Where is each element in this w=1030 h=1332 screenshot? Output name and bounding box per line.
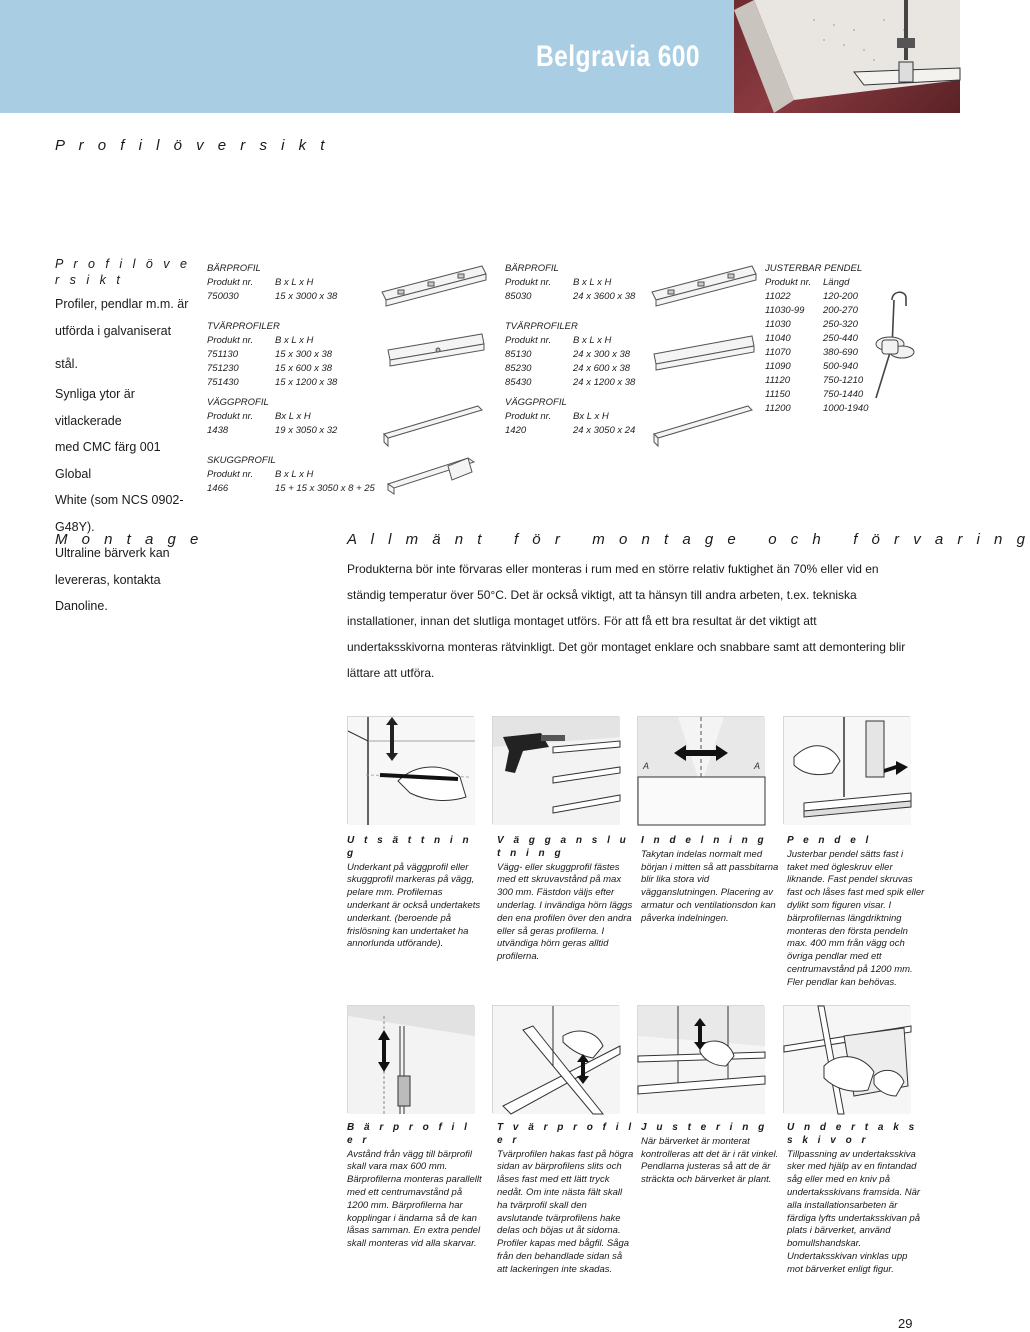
- step-title: B ä r p r o f i l e r: [347, 1122, 471, 1146]
- step-caption: [787, 1122, 925, 1277]
- col-header: B x L x H: [275, 277, 314, 288]
- product-number: 85230: [505, 363, 532, 374]
- dimensions: 19 x 3050 x 32: [275, 425, 338, 436]
- col-header: B x L x H: [275, 469, 314, 480]
- step-title: P e n d e l: [787, 835, 872, 846]
- intro-line: med CMC färg 001 Global: [55, 440, 161, 481]
- table-row: [765, 290, 868, 304]
- table-group-label: VÄGGPROFIL: [207, 397, 269, 408]
- step-title: V ä g g a n s l u t n i n g: [497, 835, 630, 859]
- table-row: [765, 374, 868, 388]
- illustration-cross-profiles: [492, 1005, 619, 1113]
- length: 380-690: [823, 347, 858, 358]
- section-title: P r o f i l ö v e r s i k t: [55, 137, 330, 154]
- product-number: 85130: [505, 349, 532, 360]
- product-number: 85030: [505, 291, 532, 302]
- step-title: I n d e l n i n g: [641, 835, 768, 846]
- col-header: Produkt nr.: [207, 411, 254, 422]
- step-text: Justerbar pendel sätts fast i taket med ögleskruv eller liknande. Fast pendel skruvas fast och låses fast med spik eller dylikt som figuren visar. I bärprofilernas längdriktning monteras den första pendeln max. 400 mm från vägg och övriga pendlar med ett centrumavstånd på 1200 mm. Fler pendlar kan behövas.: [787, 848, 925, 988]
- pendant-table: [765, 262, 868, 416]
- pendant-hanger-icon: [862, 288, 922, 403]
- step-caption: [641, 1122, 779, 1187]
- general-title: A l l m ä n t f ö r m o n t a g e o c h f ö r v a r i n g: [347, 531, 1030, 548]
- dimensions: 15 x 3000 x 38: [275, 291, 338, 302]
- col-header: Produkt nr.: [207, 335, 254, 346]
- step-text: Takytan indelas normalt med början i mitten så att passbitarna blir lika stora vid vägganslutningen. Placering av armatur och ventilationsdon kan påverka indelningen.: [641, 848, 779, 924]
- step-title: U t s ä t t n i n g: [347, 835, 473, 859]
- table-group-label: JUSTERBAR PENDEL: [765, 263, 863, 274]
- step-text: Tvärprofilen hakas fast på högra sidan av bärprofilens slits och låses fast med ett lätt tryck nedåt. Om inte nästa fält skall ha tvärprofil skall den avslutande tvärprofilens hake delas och böjas ut åt sidorna. Profiler kapas med bågfil. Såga från den behandlade sidan så att lackeringen inte skadas.: [497, 1148, 634, 1275]
- dimensions: 24 x 600 x 38: [573, 363, 631, 374]
- dimensions: 24 x 3050 x 24: [573, 425, 636, 436]
- table-row: [505, 362, 635, 376]
- ceiling-photo-icon: [734, 0, 960, 113]
- length: 250-320: [823, 319, 858, 330]
- product-table-24: [505, 262, 635, 438]
- product-number: 751430: [207, 377, 239, 388]
- table-row: [765, 346, 868, 360]
- step-text: Vägg- eller skuggprofil fästes med ett skruvavstånd på max 300 mm. Fästdon väljs efter underlag. I invändiga hörn läggs den ena profilen över den andra eller så geras profilerna. I utvändiga hörn geras alltid profilerna.: [497, 861, 633, 963]
- step-title: J u s t e r i n g: [641, 1122, 768, 1133]
- illustration-main-profiles: [347, 1005, 474, 1113]
- product-number: 1438: [207, 425, 229, 436]
- intro-line: Ultraline bärverk kan: [55, 546, 170, 560]
- table-row: [765, 402, 868, 416]
- product-number: 1466: [207, 483, 229, 494]
- step-caption: [347, 1122, 485, 1251]
- col-header: Längd: [823, 277, 850, 288]
- table-row: [765, 332, 868, 346]
- col-header: B x L x H: [573, 277, 612, 288]
- table-row: [207, 482, 375, 496]
- general-body: Produkterna bör inte förvaras eller monteras i rum med en större relativ fuktighet än 70% eller vid en ständig temperatur över 50°C. Det är också viktigt, att ta hänsyn till andra arbeten, t.ex. tekniska installationer, innan det slutliga montaget utförs. För att få ett bra resultat är det viktigt att undertaksskivorna monteras rätvinkligt. Det gör montaget enklare och snabbare samt att demontering blir lättare att utföra.: [347, 562, 906, 680]
- table-row: [207, 362, 375, 376]
- header-photo: [734, 0, 960, 113]
- dimensions: 15 x 300 x 38: [275, 349, 333, 360]
- table-group-label: VÄGGPROFIL: [505, 397, 567, 408]
- intro-line: G48Y).: [55, 519, 95, 534]
- table-row: [765, 304, 868, 318]
- illustration-division: [637, 716, 764, 824]
- intro-line: Danoline.: [55, 599, 108, 613]
- product-number: 750030: [207, 291, 239, 302]
- length: 1000-1940: [823, 403, 869, 414]
- length: 750-1440: [823, 389, 864, 400]
- product-number: 85430: [505, 377, 532, 388]
- product-number: 751130: [207, 349, 238, 360]
- product-table-15: [207, 262, 375, 496]
- profile-drawings-15: [378, 262, 490, 498]
- step-text: Avstånd från vägg till bärprofil skall vara max 600 mm. Bärprofilerna monteras parallellt med ett centrumavstånd på 1200 mm. Bärprofilerna har kopplingar i ändarna så de kan låsas samman. En extra pendel skall monteras vid alla skarvar.: [347, 1148, 482, 1250]
- dimensions: 15 + 15 x 3050 x 8 + 25: [275, 483, 375, 494]
- step-caption: [347, 835, 485, 951]
- length: 120-200: [823, 291, 858, 302]
- length: 200-270: [823, 305, 858, 316]
- product-number: 11022: [765, 291, 791, 302]
- product-number: 751230: [207, 363, 239, 374]
- page-number: 29: [898, 1316, 913, 1331]
- step-text: Tillpassning av undertaksskiva sker med hjälp av en fintandad såg eller med en kniv på undertaksskivans framsida. När alla installationsarbeten är färdiga lyfts undertaksskivan på plats i bärverket, använd bomullshandskar. Undertaksskivan vinklas upp mot bärverket enligt figur.: [787, 1148, 921, 1275]
- table-group-label: BÄRPROFIL: [505, 263, 559, 274]
- product-number: 11120: [765, 375, 791, 386]
- col-header: Produkt nr.: [505, 411, 552, 422]
- col-header: Bx L x H: [275, 411, 311, 422]
- product-number: 11030-99: [765, 305, 805, 316]
- col-header: Produkt nr.: [505, 335, 552, 346]
- table-group-label: TVÄRPROFILER: [207, 321, 280, 332]
- col-header: B x L x H: [275, 335, 314, 346]
- product-number: 11200: [765, 403, 791, 414]
- table-group-label: TVÄRPROFILER: [505, 321, 578, 332]
- svg-text:A: A: [643, 761, 650, 771]
- product-number: 11090: [765, 361, 791, 372]
- table-row: [765, 388, 868, 402]
- intro-line: utförda i galvaniserat stål.: [55, 324, 172, 371]
- product-number: 1420: [505, 425, 527, 436]
- length: 750-1210: [823, 375, 864, 386]
- illustration-pendant: [783, 716, 910, 824]
- brand-title: Belgravia 600: [536, 40, 700, 73]
- col-header: Produkt nr.: [765, 277, 812, 288]
- intro-line: White (som NCS 0902-: [55, 493, 184, 507]
- col-header: Produkt nr.: [207, 469, 254, 480]
- dimensions: 24 x 3600 x 38: [573, 291, 636, 302]
- step-caption: [641, 835, 779, 926]
- table-row: [207, 348, 375, 362]
- table-row: [207, 424, 375, 438]
- step-title: U n d e r t a k s s k i v o r: [787, 1122, 918, 1146]
- col-header: Bx L x H: [573, 411, 609, 422]
- table-row: [765, 318, 868, 332]
- product-number: 11030: [765, 319, 791, 330]
- table-group-label: SKUGGPROFIL: [207, 455, 276, 466]
- step-text: När bärverket är monterat kontrolleras att det är i rät vinkel. Pendlarna justeras så att de är sträckta och bärverket är plant.: [641, 1135, 779, 1186]
- intro-line: Profiler, pendlar m.m. är: [55, 297, 189, 311]
- table-row: [505, 348, 635, 362]
- table-row: [207, 290, 375, 304]
- length: 500-940: [823, 361, 858, 372]
- col-header: Produkt nr.: [505, 277, 552, 288]
- table-row: [207, 376, 375, 390]
- step-caption: [497, 1122, 635, 1277]
- table-group-label: BÄRPROFIL: [207, 263, 261, 274]
- step-caption: [497, 835, 635, 964]
- dimensions: 15 x 600 x 38: [275, 363, 333, 374]
- table-row: [505, 376, 635, 390]
- dimensions: 24 x 1200 x 38: [573, 377, 636, 388]
- illustration-marking: [347, 716, 474, 824]
- montage-title: M o n t a g e: [55, 531, 204, 548]
- table-row: [505, 290, 635, 304]
- product-number: 11070: [765, 347, 791, 358]
- svg-text:A: A: [754, 761, 761, 771]
- intro-line: Synliga ytor är vitlackerade: [55, 387, 135, 428]
- intro-line: levereras, kontakta: [55, 572, 161, 587]
- table-row: [765, 360, 868, 374]
- col-header: Produkt nr.: [207, 277, 254, 288]
- step-text: Underkant på väggprofil eller skuggprofil markeras på vägg, pelare mm. Profilernas underkant är också undertakets underkant. (beroende på frislösning kan undertaket ha annorlunda utförande).: [347, 861, 481, 950]
- product-number: 11040: [765, 333, 791, 344]
- product-number: 11150: [765, 389, 791, 400]
- step-title: T v ä r p r o f i l e r: [497, 1122, 635, 1146]
- step-caption: [787, 835, 925, 990]
- illustration-wall-fixing: [492, 716, 619, 824]
- table-row: [505, 424, 635, 438]
- illustration-ceiling-tiles: [783, 1005, 910, 1113]
- profile-drawings-24: [648, 262, 760, 448]
- col-header: B x L x H: [573, 335, 612, 346]
- intro-text: [55, 256, 195, 620]
- illustration-adjustment: [637, 1005, 764, 1113]
- dimensions: 24 x 300 x 38: [573, 349, 631, 360]
- length: 250-440: [823, 333, 858, 344]
- dimensions: 15 x 1200 x 38: [275, 377, 338, 388]
- intro-title: P r o f i l ö v e r s i k t: [55, 257, 191, 287]
